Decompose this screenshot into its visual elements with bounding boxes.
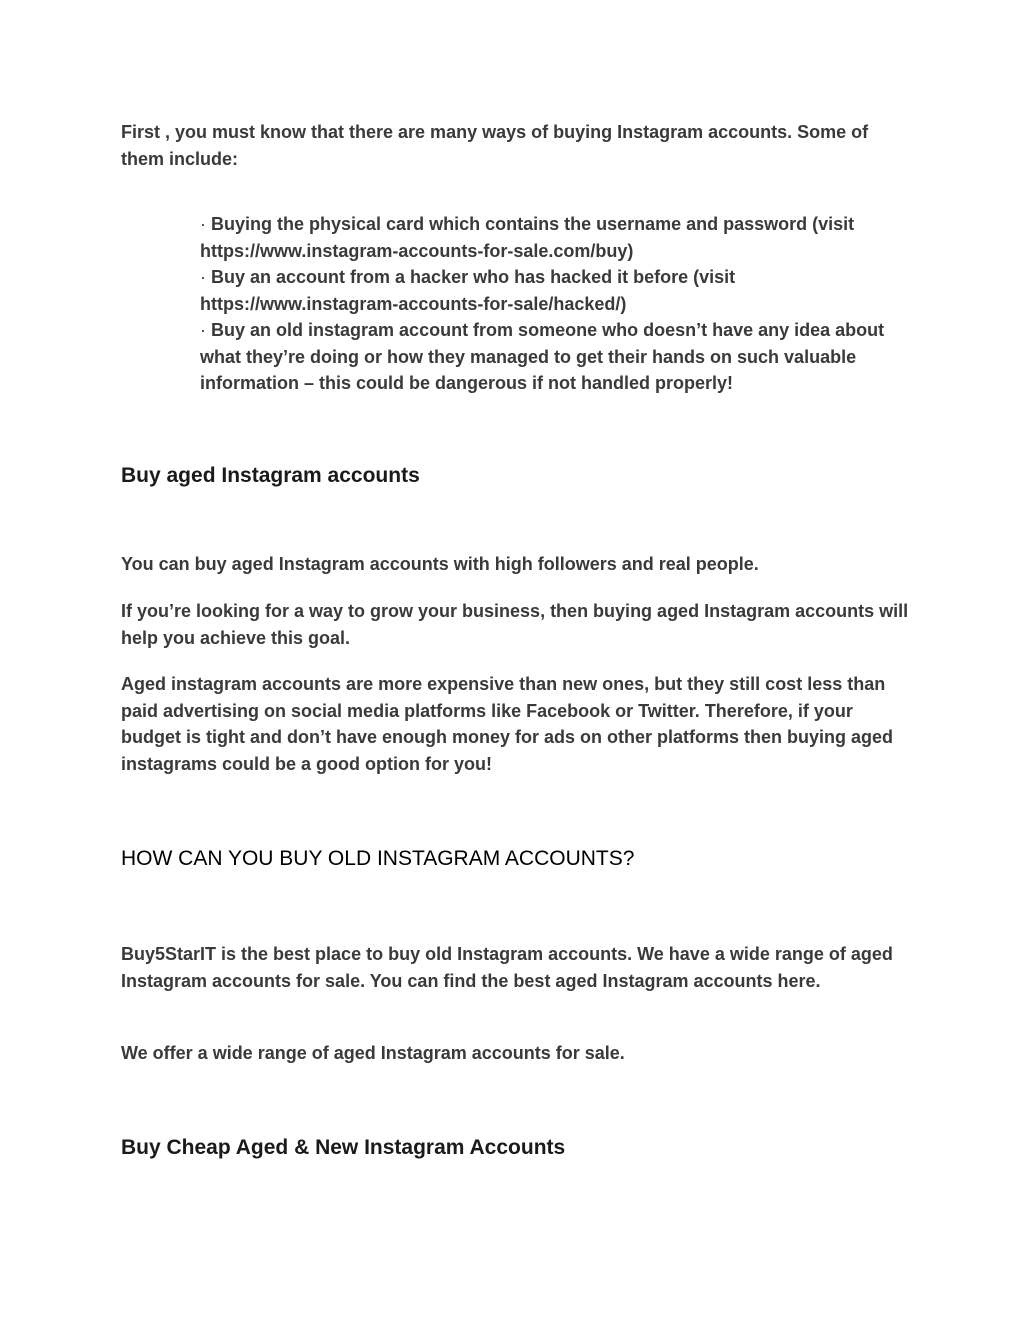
list-item	[200, 317, 911, 397]
paragraph-aged-3: Aged instagram accounts are more expensive than new ones, but they still cost less than paid advertising on social media platforms like Facebook or Twitter. Therefore, if your budget is tight and don’t have enough money for ads on other platforms then buying aged instagrams could be a good option for you!	[121, 674, 894, 774]
ways-list	[200, 211, 911, 397]
list-item-text: Buy an old instagram account from someone who doesn’t have any idea about what they’re doing or how they managed to get their hands on such valuable information – this could be dangerous if not handled properly!	[200, 320, 885, 393]
section-heading-cheap: Buy Cheap Aged & New Instagram Accounts	[121, 1136, 566, 1159]
document-page	[121, 0, 911, 1325]
bullet-marker: ·	[200, 267, 206, 287]
section-heading-how-to-buy: HOW CAN YOU BUY OLD INSTAGRAM ACCOUNTS?	[121, 847, 635, 870]
bullet-marker: ·	[200, 214, 206, 234]
intro-paragraph: First , you must know that there are many ways of buying Instagram accounts. Some of them include:	[121, 122, 869, 169]
bullet-marker: ·	[200, 320, 206, 340]
list-item-text: Buying the physical card which contains the username and password (visit https://www.instagram-accounts-for-sale.com/buy)	[200, 214, 855, 261]
paragraph-how-1: Buy5StarIT is the best place to buy old Instagram accounts. We have a wide range of aged Instagram accounts for sale. You can find the best aged Instagram accounts here.	[121, 944, 893, 991]
section-heading-aged: Buy aged Instagram accounts	[121, 464, 420, 487]
paragraph-how-2: We offer a wide range of aged Instagram accounts for sale.	[121, 1043, 625, 1063]
list-item	[200, 211, 911, 264]
paragraph-aged-1: You can buy aged Instagram accounts with high followers and real people.	[121, 554, 759, 574]
list-item-text: Buy an account from a hacker who has hacked it before (visit https://www.instagram-accounts-for-sale/hacked/)	[200, 267, 736, 314]
list-item	[200, 264, 911, 317]
paragraph-aged-2: If you’re looking for a way to grow your business, then buying aged Instagram accounts will help you achieve this goal.	[121, 601, 909, 648]
